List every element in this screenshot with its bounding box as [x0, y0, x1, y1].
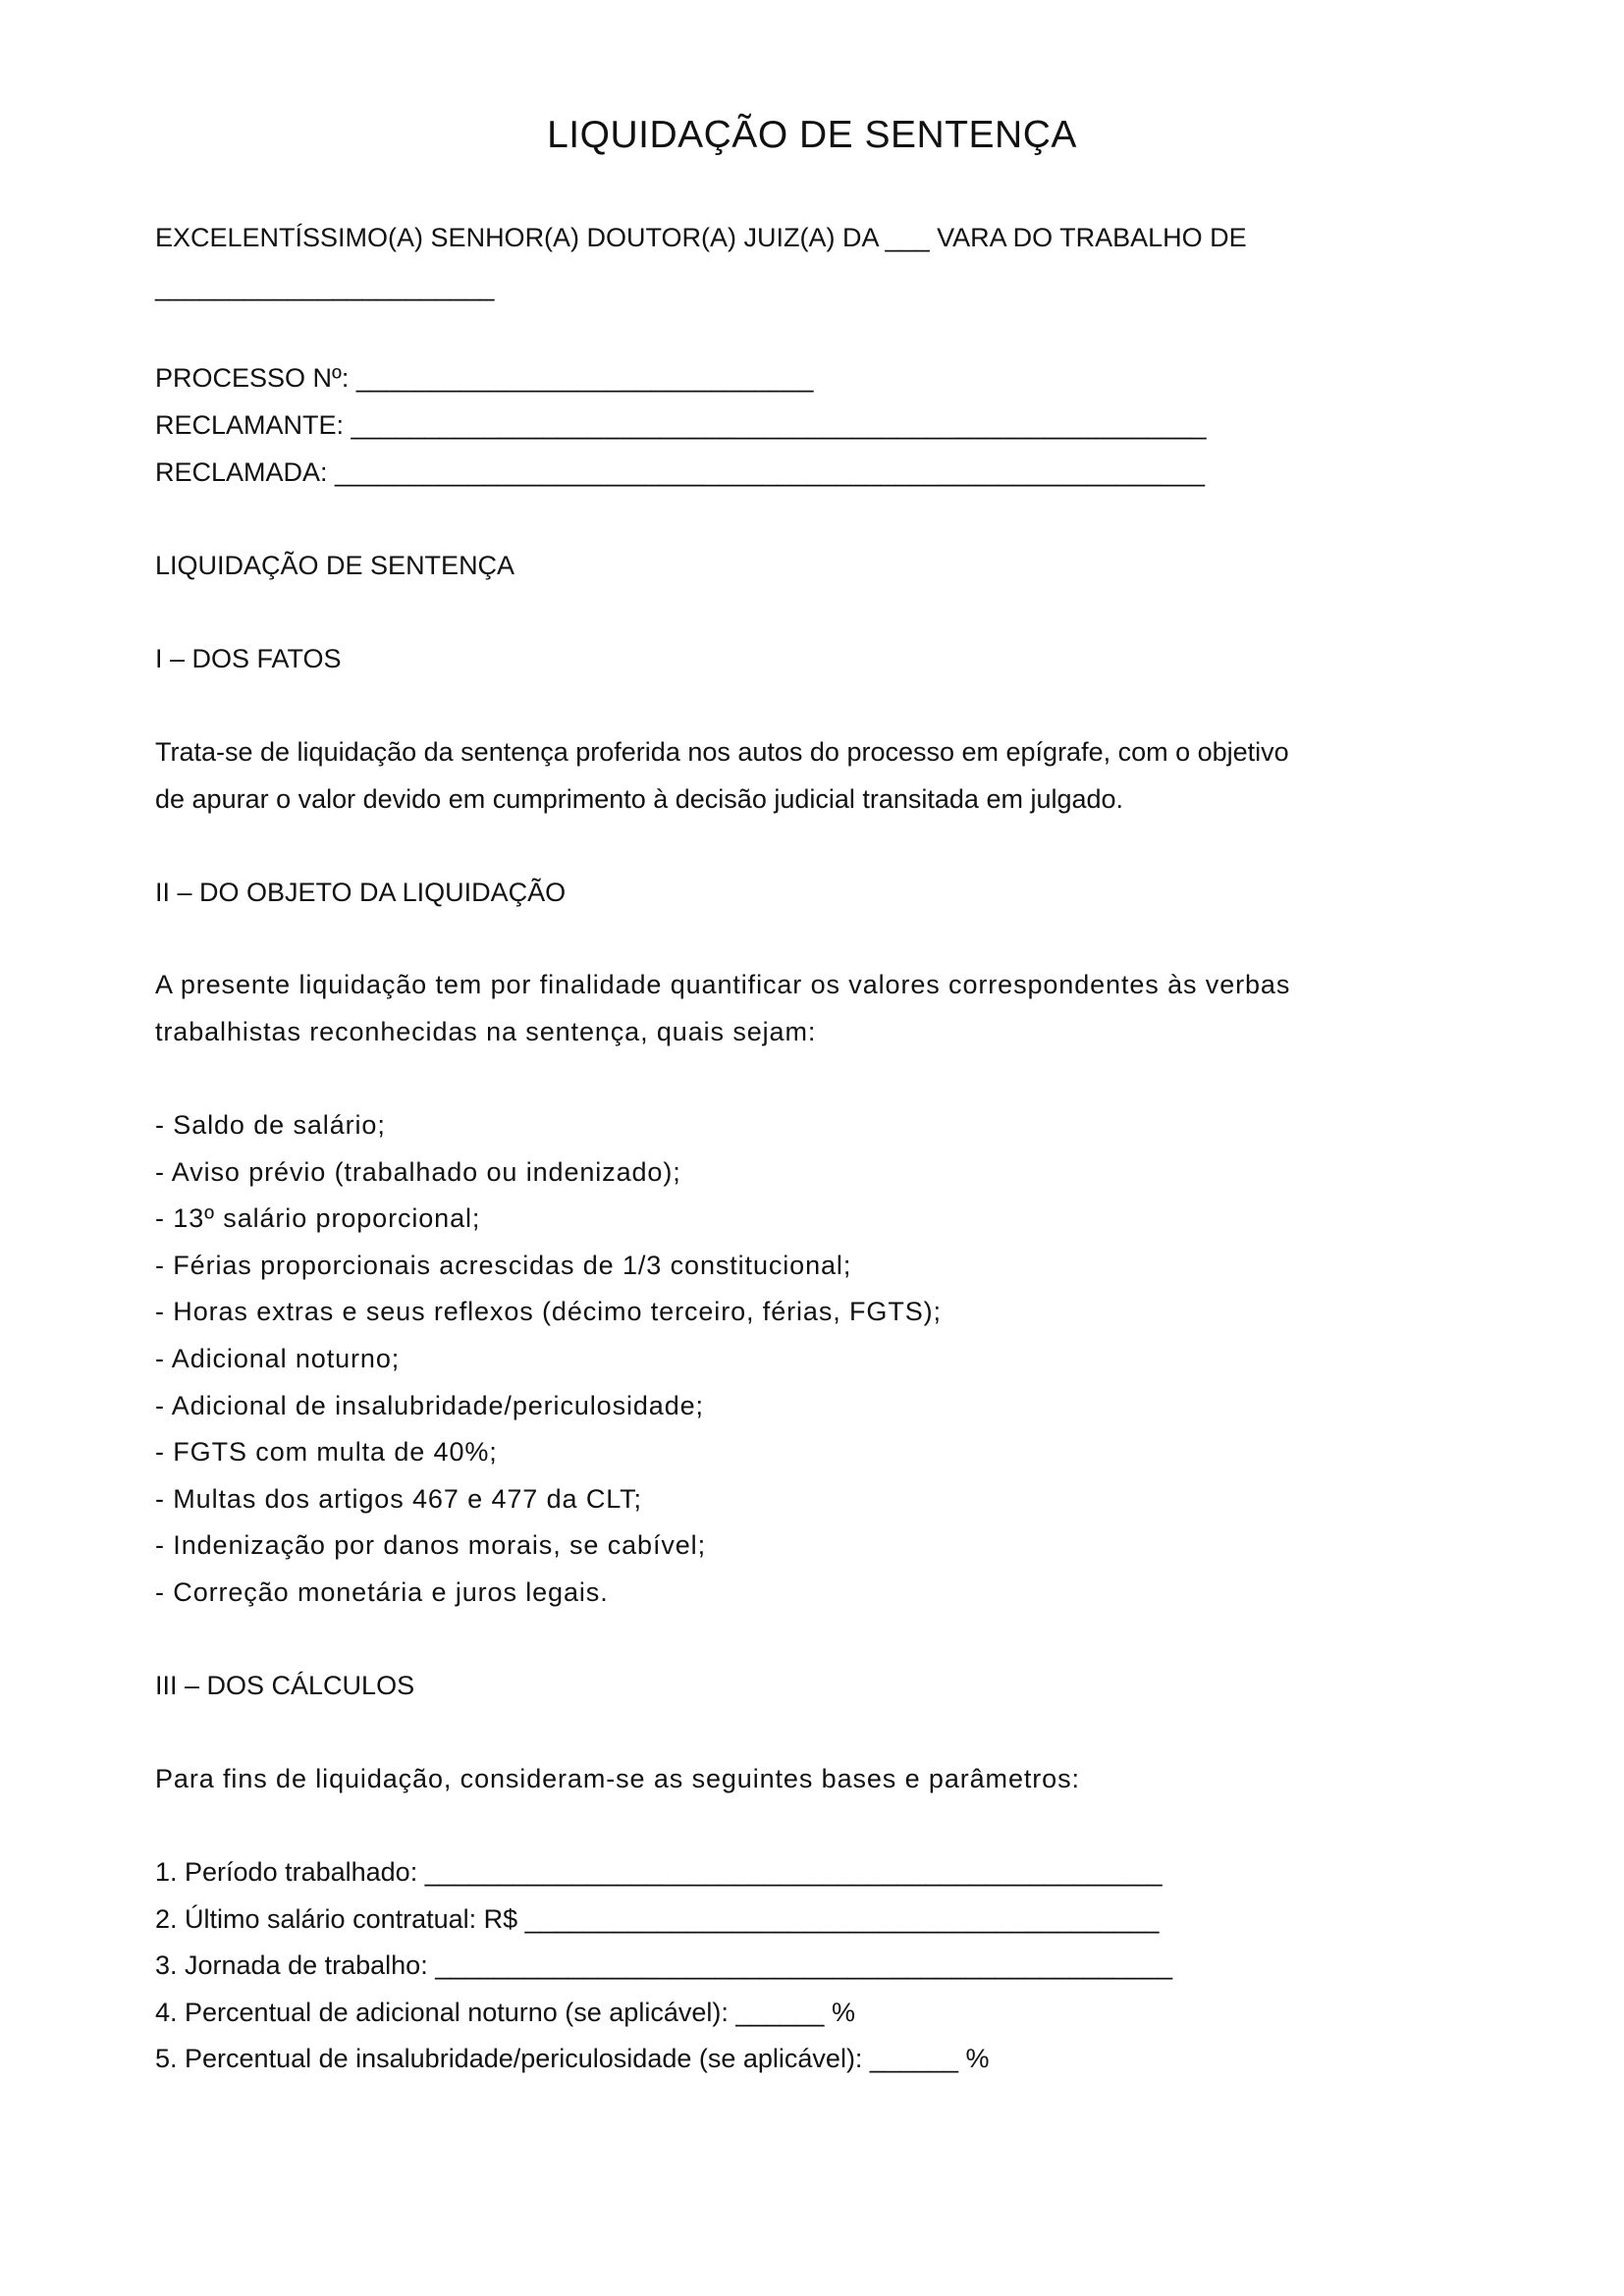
section-2-paragraph-line-1: A presente liquidação tem por finalidade quantificar os valores correspondentes às verbas [155, 970, 1291, 999]
document-title: LIQUIDAÇÃO DE SENTENÇA [547, 114, 1077, 156]
processo-field: PROCESSO Nº: _______________________________ [155, 363, 814, 393]
list-item: - FGTS com multa de 40%; [155, 1437, 498, 1467]
list-item: - Adicional de insalubridade/periculosidade; [155, 1391, 704, 1420]
parameter-item: 3. Jornada de trabalho: __________________________________________________ [155, 1950, 1173, 1980]
list-item: - Férias proporcionais acrescidas de 1/3 constitucional; [155, 1251, 852, 1280]
section-1-paragraph-line-2: de apurar o valor devido em cumprimento à decisão judicial transitada em julgado. [155, 784, 1124, 814]
reclamada-field: RECLAMADA: ___________________________________________________________ [155, 457, 1205, 487]
list-item: - Adicional noturno; [155, 1344, 401, 1373]
parameter-item: 4. Percentual de adicional noturno (se aplicável): ______ % [155, 1998, 855, 2027]
reclamante-field: RECLAMANTE: __________________________________________________________ [155, 410, 1207, 440]
parameter-item: 2. Último salário contratual: R$ ___________________________________________ [155, 1904, 1160, 1934]
list-item: - Saldo de salário; [155, 1110, 386, 1140]
list-item: - Aviso prévio (trabalhado ou indenizado); [155, 1157, 681, 1187]
section-1-heading: I – DOS FATOS [155, 644, 342, 673]
parameter-item: 5. Percentual de insalubridade/periculosidade (se aplicável): ______ % [155, 2044, 990, 2073]
section-2-heading: II – DO OBJETO DA LIQUIDAÇÃO [155, 878, 567, 907]
section-1-paragraph-line-1: Trata-se de liquidação da sentença proferida nos autos do processo em epígrafe, com o objetivo [155, 737, 1289, 767]
list-item: - Correção monetária e juros legais. [155, 1577, 609, 1607]
section-3-heading: III – DOS CÁLCULOS [155, 1671, 415, 1700]
section-2-paragraph-line-2: trabalhistas reconhecidas na sentença, quais sejam: [155, 1017, 817, 1046]
parameter-item: 1. Período trabalhado: __________________________________________________ [155, 1857, 1163, 1887]
list-item: - 13º salário proporcional; [155, 1203, 481, 1233]
list-item: - Multas dos artigos 467 e 477 da CLT; [155, 1484, 642, 1514]
document-subtitle: LIQUIDAÇÃO DE SENTENÇA [155, 551, 515, 580]
addressee-line-2: _______________________ [155, 272, 495, 301]
section-3-intro: Para fins de liquidação, consideram-se as seguintes bases e parâmetros: [155, 1764, 1080, 1793]
addressee-line-1: EXCELENTÍSSIMO(A) SENHOR(A) DOUTOR(A) JUIZ(A) DA ___ VARA DO TRABALHO DE [155, 223, 1247, 252]
list-item: - Indenização por danos morais, se cabível; [155, 1530, 706, 1560]
list-item: - Horas extras e seus reflexos (décimo terceiro, férias, FGTS); [155, 1297, 942, 1326]
